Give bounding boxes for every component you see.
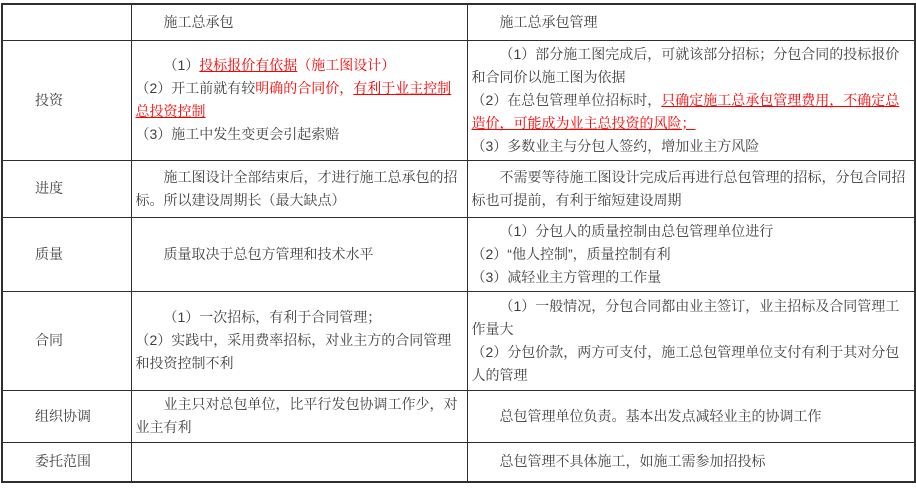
row-label-text: 合同	[35, 332, 63, 348]
table-body	[2, 40, 915, 482]
cell-general-contracting	[131, 160, 467, 217]
column-header-label: 施工总承包	[163, 13, 234, 30]
table-row	[2, 442, 915, 482]
corner-cell	[2, 4, 131, 40]
cell-paragraph	[472, 43, 910, 89]
header-row	[2, 4, 915, 40]
row-label-text: 质量	[35, 245, 63, 262]
row-label	[2, 160, 131, 217]
row-label	[2, 390, 131, 442]
table-row	[2, 217, 915, 291]
cell-general-contracting	[131, 40, 467, 160]
row-label-text: 进度	[35, 180, 63, 196]
emphasis-segment: 投标报价有依据	[199, 57, 298, 73]
cell-paragraph	[136, 77, 462, 123]
text-segment: （1）部分施工图完成后，可就该部分招标；分包合同的投标报价和合同价以施工图为依据	[471, 45, 900, 85]
cell-paragraph	[472, 135, 910, 158]
cell-general-contracting	[131, 390, 467, 442]
cell-paragraph	[136, 54, 462, 77]
cell-contracting-management	[467, 160, 915, 217]
text-segment: 总包管理单位负责。基本出发点减轻业主的协调工作	[499, 407, 822, 424]
row-label-text: 投资	[35, 91, 63, 108]
row-label	[2, 291, 131, 390]
emphasis-segment: （施工图设计）	[297, 57, 396, 73]
cell-paragraph	[472, 266, 910, 289]
table-row	[2, 40, 915, 160]
cell-contracting-management	[467, 442, 915, 482]
cell-paragraph	[472, 243, 910, 266]
table-row	[2, 390, 915, 442]
cell-paragraph	[472, 341, 910, 387]
cell-paragraph	[472, 89, 910, 135]
text-segment: （1）分包人的质量控制由总包管理单位进行	[499, 222, 774, 239]
text-segment: （3）施工中发生变更会引起索赔	[135, 126, 340, 142]
table-header	[2, 4, 915, 40]
cell-contracting-management	[467, 217, 915, 291]
cell-contracting-management	[467, 291, 915, 390]
cell-paragraph	[472, 450, 910, 473]
column-header-general-contracting	[131, 4, 467, 40]
text-segment: （3）多数业主与分包人签约，增加业主方风险	[471, 137, 760, 154]
column-header-label: 施工总承包管理	[499, 13, 598, 30]
emphasis-segment: 明确的合同价，	[255, 80, 354, 96]
emphasis-segment: 有利于业主控制总投资控制	[135, 80, 452, 119]
cell-paragraph	[472, 166, 910, 212]
cell-paragraph	[472, 295, 910, 341]
text-segment: 总包管理不具体施工，如施工需参加招投标	[499, 453, 766, 470]
text-segment: 业主只对总包单位，比平行发包协调工作少，对业主有利	[135, 396, 458, 435]
text-segment: （2）“他人控制”，质量控制有利	[471, 245, 671, 262]
cell-paragraph	[136, 123, 462, 146]
cell-paragraph	[136, 243, 462, 266]
cell-paragraph	[472, 405, 910, 428]
table-row	[2, 160, 915, 217]
cell-paragraph	[136, 329, 462, 375]
cell-general-contracting	[131, 442, 467, 482]
cell-general-contracting	[131, 291, 467, 390]
cell-contracting-management	[467, 390, 915, 442]
row-label-text: 组织协调	[35, 407, 91, 424]
emphasis-segment: 只确定施工总承包管理费用，不确定总造价，可能成为业主总投资的风险；	[471, 91, 900, 131]
text-segment: （1）一次招标，有利于合同管理；	[163, 309, 382, 325]
text-segment: （2）开工前就有较	[135, 80, 256, 96]
cell-contracting-management	[467, 40, 915, 160]
column-header-contracting-management	[467, 4, 915, 40]
row-label-text: 委托范围	[35, 453, 91, 470]
text-segment: 质量取决于总包方管理和技术水平	[163, 245, 374, 262]
text-segment: （2）分包价款，两方可支付，施工总包管理单位支付有利于其对分包人的管理	[471, 343, 900, 383]
row-label	[2, 40, 131, 160]
cell-general-contracting	[131, 217, 467, 291]
cell-paragraph	[136, 166, 462, 212]
comparison-table	[1, 3, 916, 483]
text-segment: （1）一般情况，分包合同都由业主签订，业主招标及合同管理工作量大	[471, 297, 900, 337]
text-segment: 施工图设计全部结束后，才进行施工总承包的招标。所以建设周期长（最大缺点）	[135, 168, 458, 208]
text-segment: （2）在总包管理单位招标时，	[471, 91, 662, 108]
row-label	[2, 442, 131, 482]
cell-paragraph	[472, 220, 910, 243]
text-segment: 不需要等待施工图设计完成后再进行总包管理的招标，分包合同招标也可提前，有利于缩短建设周期	[471, 168, 906, 208]
row-label	[2, 217, 131, 291]
text-segment: （3）减轻业主方管理的工作量	[471, 268, 662, 285]
table-row	[2, 291, 915, 390]
cell-paragraph	[136, 393, 462, 439]
text-segment: （1）	[163, 57, 200, 73]
cell-paragraph	[136, 306, 462, 329]
text-segment: （2）实践中，采用费率招标，对业主方的合同管理和投资控制不利	[135, 332, 452, 371]
